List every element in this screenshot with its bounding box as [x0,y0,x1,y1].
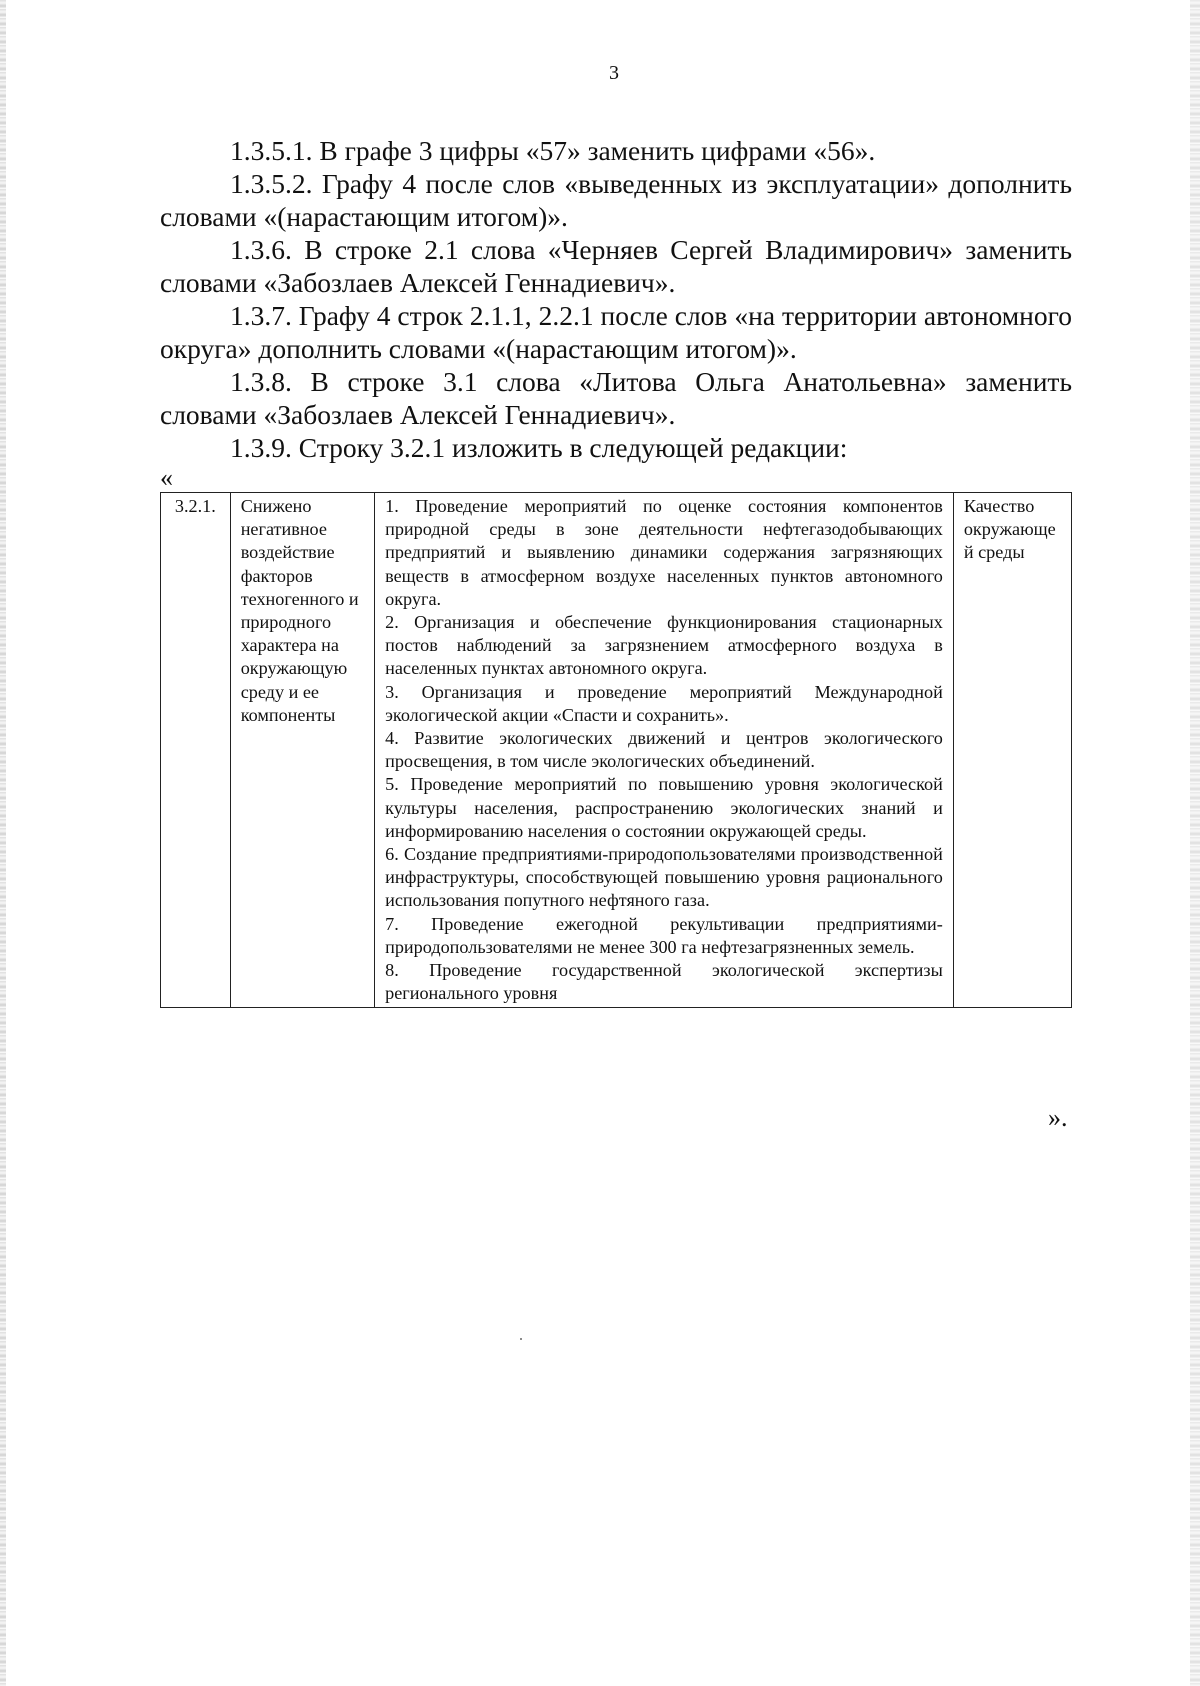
opening-quote-mark: « [160,463,173,492]
paragraph-1-3-9: 1.3.9. Строку 3.2.1 изложить в следующей редакции: [230,432,848,463]
activity-item: 4. Развитие экологических движений и центров экологического просвещения, в том числе экологических объединений. [385,728,943,772]
document-body [160,134,1072,464]
scan-edge-left [0,0,6,1686]
activity-item: 6. Создание предприятиями-природопользователями производственной инфраструктуры, способствующей повышению уровня рационального использования попутного нефтяного газа. [385,844,943,911]
page-number: 3 [609,62,619,84]
activity-item: 7. Проведение ежегодной рекультивации предприятиями-природопользователями не менее 300 га нефтезагрязненных земель. [385,913,943,957]
table-row [161,493,1072,1008]
activity-item: 8. Проведение государственной экологической экспертизы регионального уровня [385,960,943,1004]
activity-item: 1. Проведение мероприятий по оценке состояния компонентов природной среды в зоне деятельности нефтегазодобывающих предприятий и выявлению динамики содержания загрязняющих веществ в атмосферном воздухе населенных пунктов автономного округа. [385,496,943,609]
goal-cell: Снижено негативное воздействие факторов техногенного и природного характера на окружающую среду и ее компоненты [230,493,374,1008]
row-number-cell: 3.2.1. [161,493,231,1008]
paragraph-1-3-5-1: 1.3.5.1. В графе 3 цифры «57» заменить цифрами «56». [230,135,876,166]
paragraph-1-3-6: 1.3.6. В строке 2.1 слова «Черняев Сергей Владимирович» заменить словами «Забозлаев Алексей Геннадиевич». [160,234,1072,298]
amendment-table [160,492,1072,1008]
activity-item: 3. Организация и проведение мероприятий Международной экологической акции «Спасти и сохранить». [385,681,943,725]
activity-item: 2. Организация и обеспечение функционирования стационарных постов наблюдений за загрязнением атмосферного воздуха в населенных пунктах автономного округа. [385,612,943,679]
paragraph-1-3-5-2: 1.3.5.2. Графу 4 после слов «выведенных из эксплуатации» дополнить словами «(нарастающим итогом)». [160,168,1072,232]
indicator-cell: Качество окружающе й среды [953,493,1071,1008]
activity-item: 5. Проведение мероприятий по повышению уровня экологической культуры населения, распространению экологических знаний и информированию населения о состоянии окружающей среды. [385,774,943,841]
paragraph-1-3-7: 1.3.7. Графу 4 строк 2.1.1, 2.2.1 после слов «на территории автономного округа» дополнить словами «(нарастающим итогом)». [160,300,1072,364]
scan-speck [520,1338,522,1340]
scan-edge-right [1190,0,1200,1686]
paragraph-1-3-8: 1.3.8. В строке 3.1 слова «Литова Ольга Анатольевна» заменить словами «Забозлаев Алексей Геннадиевич». [160,366,1072,430]
closing-quote-mark: ». [1048,1103,1068,1132]
activities-cell [375,493,954,1008]
